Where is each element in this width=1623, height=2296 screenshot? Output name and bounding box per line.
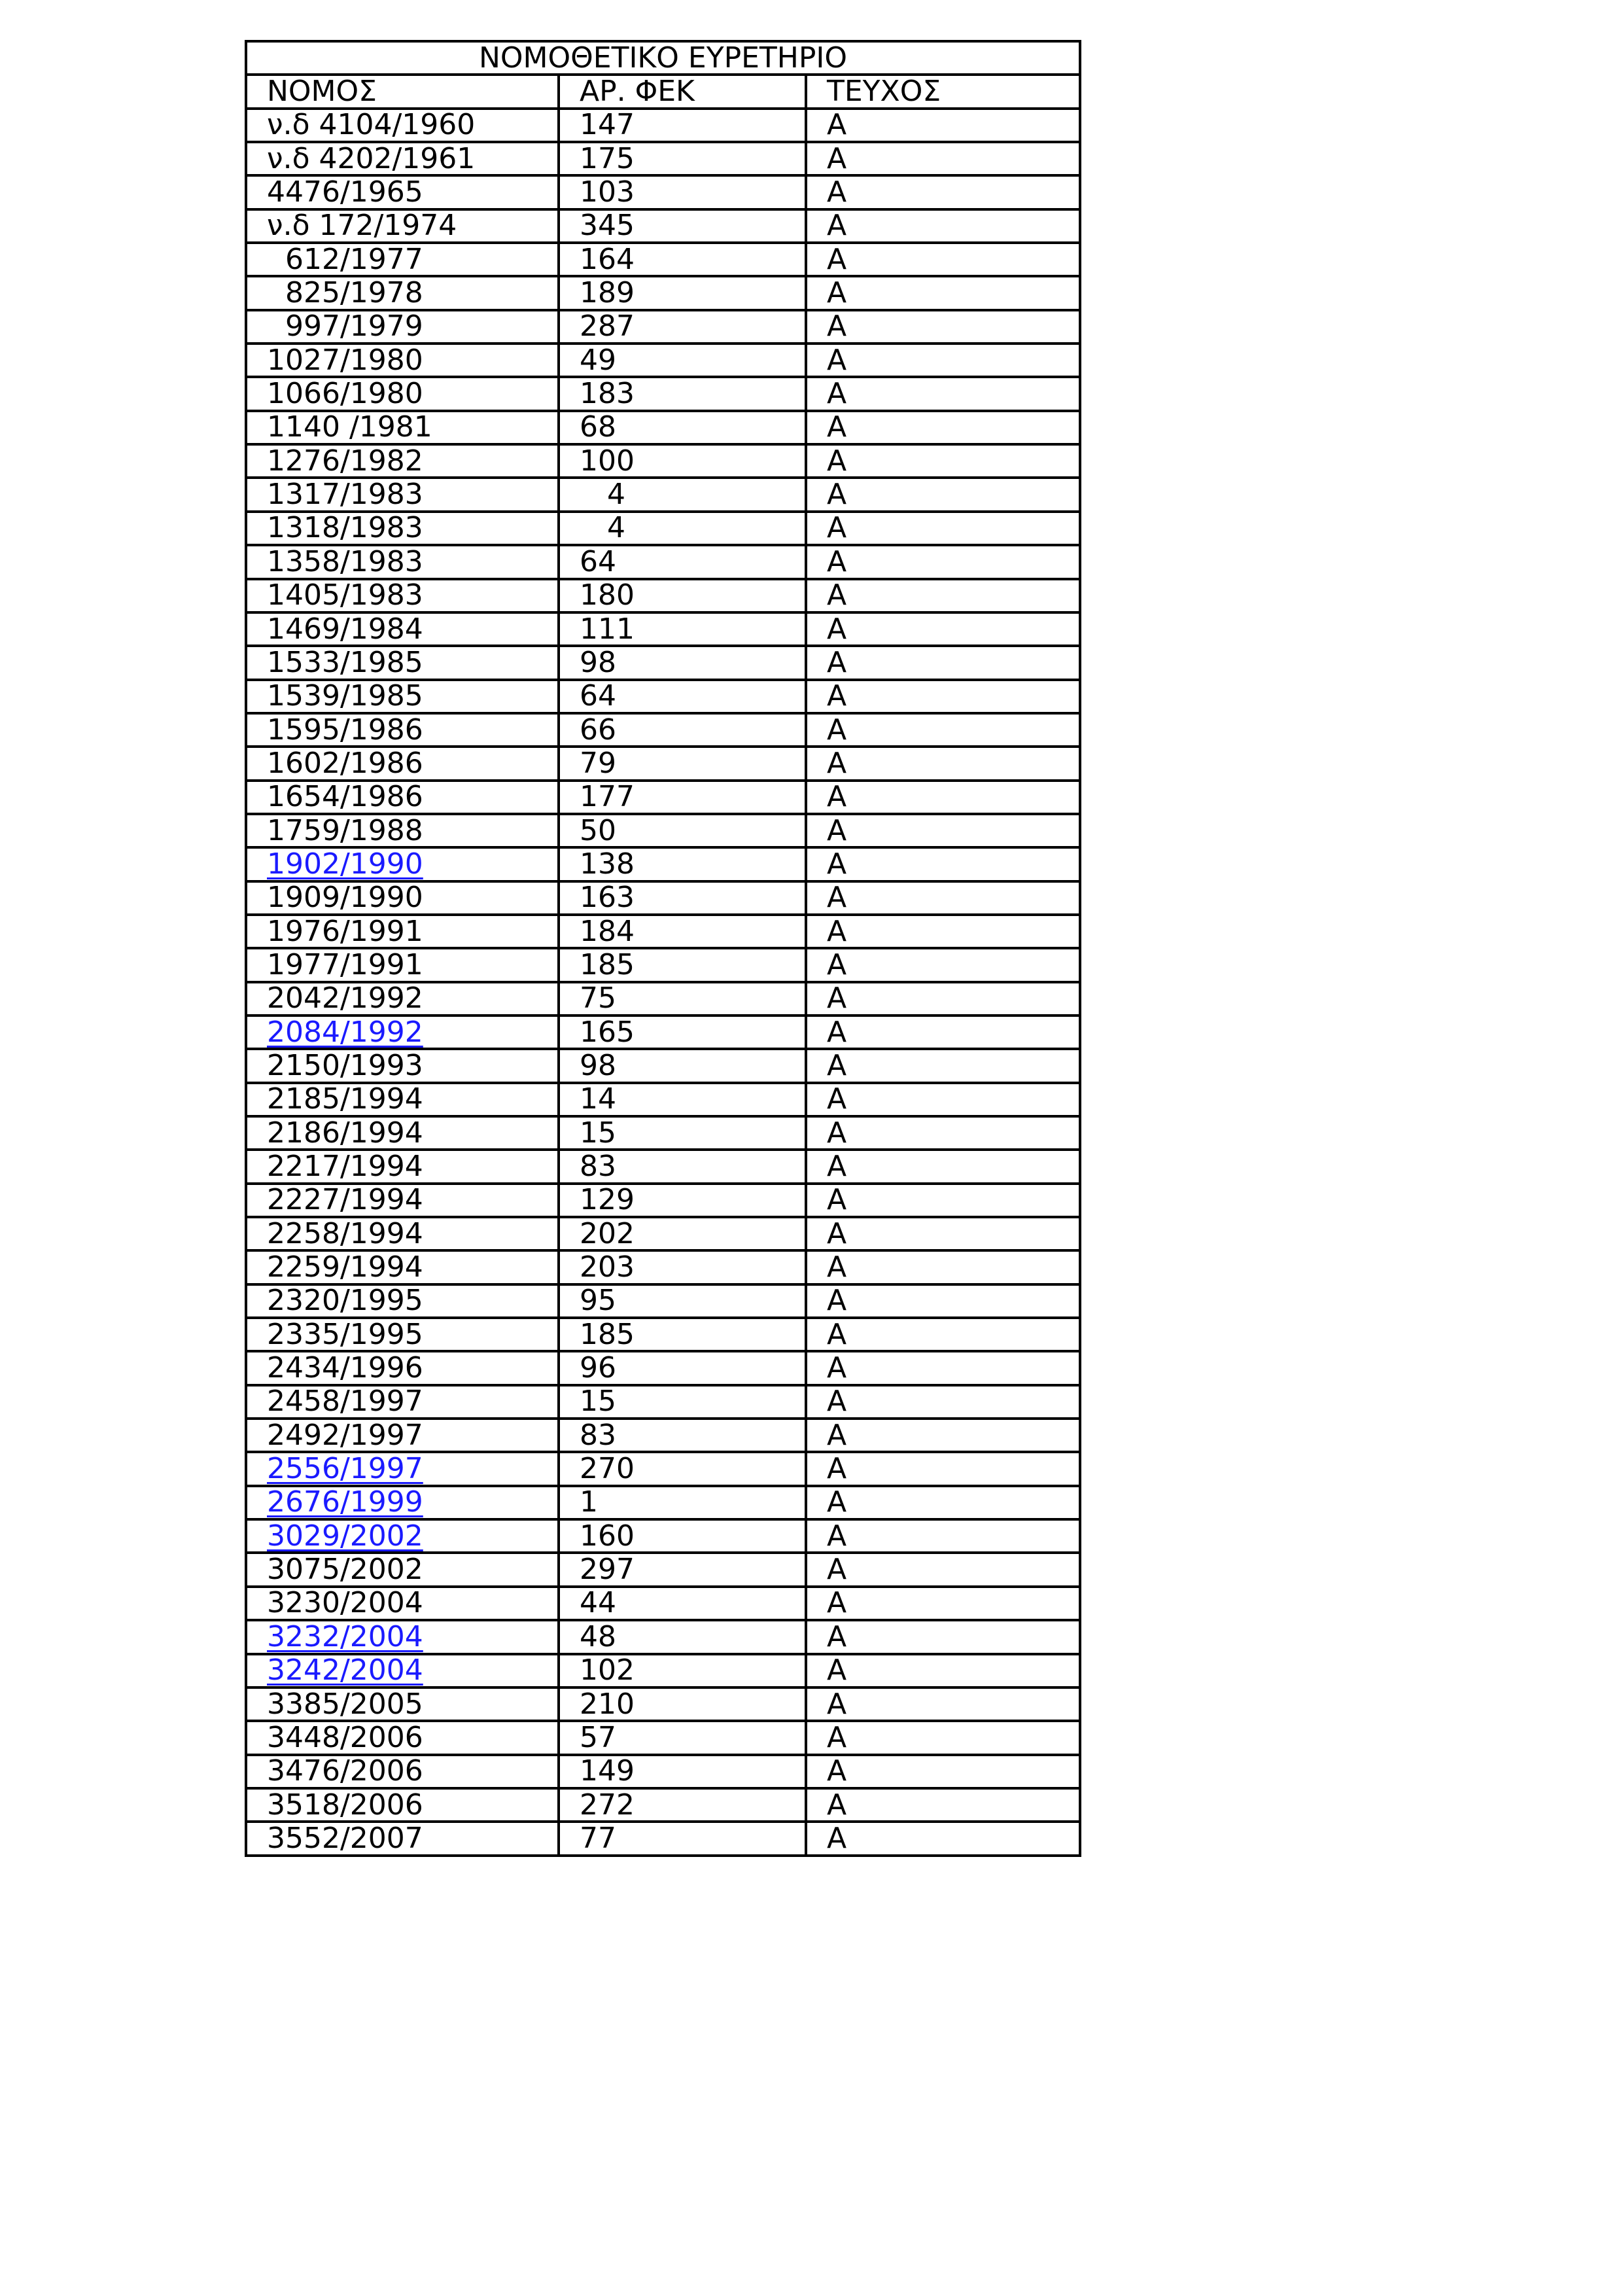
- law-cell: 2258/1994: [246, 1217, 559, 1250]
- law-cell: 1539/1985: [246, 680, 559, 713]
- issue-cell: Α: [806, 847, 1080, 881]
- fek-number-cell: 77: [559, 1822, 806, 1855]
- law-cell[interactable]: [246, 1016, 559, 1049]
- law-cell: 2335/1995: [246, 1318, 559, 1351]
- fek-number-cell: 98: [559, 646, 806, 679]
- fek-number-cell: 83: [559, 1419, 806, 1452]
- title-row: [246, 41, 1080, 75]
- fek-number-cell: 147: [559, 109, 806, 142]
- table-row: [246, 1083, 1080, 1116]
- law-cell: 3075/2002: [246, 1553, 559, 1586]
- law-cell: 4476/1965: [246, 175, 559, 209]
- fek-number-cell: 164: [559, 243, 806, 276]
- law-cell: 1909/1990: [246, 881, 559, 915]
- table-row: [246, 512, 1080, 545]
- law-cell[interactable]: [246, 1519, 559, 1553]
- issue-cell: Α: [806, 377, 1080, 410]
- fek-number-cell: 202: [559, 1217, 806, 1250]
- issue-cell: Α: [806, 579, 1080, 612]
- table-row: [246, 1217, 1080, 1250]
- issue-cell: Α: [806, 444, 1080, 478]
- table-row: [246, 1687, 1080, 1721]
- issue-cell: Α: [806, 1217, 1080, 1250]
- fek-number-cell: 189: [559, 276, 806, 309]
- fek-number-cell: 210: [559, 1687, 806, 1721]
- issue-cell: Α: [806, 1284, 1080, 1318]
- law-cell: ν.δ 4104/1960: [246, 109, 559, 142]
- law-cell: 1318/1983: [246, 512, 559, 545]
- law-cell[interactable]: [246, 1486, 559, 1519]
- fek-number-cell: 14: [559, 1083, 806, 1116]
- law-link[interactable]: 1902/1990: [267, 847, 423, 881]
- issue-cell: Α: [806, 243, 1080, 276]
- issue-cell: Α: [806, 612, 1080, 646]
- table-row: [246, 1351, 1080, 1385]
- issue-cell: Α: [806, 1553, 1080, 1586]
- fek-number-cell: 96: [559, 1351, 806, 1385]
- issue-cell: Α: [806, 344, 1080, 377]
- table-row: [246, 1788, 1080, 1822]
- law-cell: 2320/1995: [246, 1284, 559, 1318]
- fek-number-cell: 15: [559, 1385, 806, 1419]
- fek-number-cell: 203: [559, 1250, 806, 1284]
- fek-number-cell: 103: [559, 175, 806, 209]
- issue-cell: Α: [806, 1049, 1080, 1082]
- law-cell[interactable]: [246, 847, 559, 881]
- issue-cell: Α: [806, 512, 1080, 545]
- fek-number-cell: 165: [559, 1016, 806, 1049]
- issue-cell: Α: [806, 1587, 1080, 1620]
- issue-cell: Α: [806, 1452, 1080, 1485]
- fek-number-cell: 48: [559, 1620, 806, 1653]
- issue-cell: Α: [806, 814, 1080, 847]
- table-row: [246, 646, 1080, 679]
- table-row: [246, 1419, 1080, 1452]
- law-cell: 2259/1994: [246, 1250, 559, 1284]
- law-cell[interactable]: [246, 1654, 559, 1687]
- issue-cell: Α: [806, 1150, 1080, 1183]
- fek-number-cell: 68: [559, 411, 806, 444]
- fek-number-cell: 98: [559, 1049, 806, 1082]
- table-row: [246, 982, 1080, 1016]
- fek-number-cell: 270: [559, 1452, 806, 1485]
- issue-cell: Α: [806, 276, 1080, 309]
- table-row: [246, 175, 1080, 209]
- fek-number-cell: 15: [559, 1116, 806, 1150]
- issue-cell: Α: [806, 646, 1080, 679]
- issue-cell: Α: [806, 1083, 1080, 1116]
- law-cell[interactable]: [246, 1620, 559, 1653]
- law-cell: 1976/1991: [246, 915, 559, 948]
- law-cell: 2042/1992: [246, 982, 559, 1016]
- table-title: ΝΟΜΟΘΕΤΙΚΟ ΕΥΡΕΤΗΡΙΟ: [246, 41, 1080, 75]
- table-row: [246, 1654, 1080, 1687]
- issue-cell: Α: [806, 747, 1080, 780]
- table-row: [246, 1620, 1080, 1653]
- table-row: [246, 276, 1080, 309]
- law-cell: ν.δ 4202/1961: [246, 142, 559, 175]
- law-cell: 3448/2006: [246, 1721, 559, 1754]
- table-row: [246, 1318, 1080, 1351]
- issue-cell: Α: [806, 411, 1080, 444]
- table-row: [246, 1284, 1080, 1318]
- issue-cell: Α: [806, 109, 1080, 142]
- table-row: [246, 747, 1080, 780]
- issue-cell: Α: [806, 1721, 1080, 1754]
- table-row: [246, 377, 1080, 410]
- law-cell: 1027/1980: [246, 344, 559, 377]
- law-cell: 2217/1994: [246, 1150, 559, 1183]
- law-cell[interactable]: [246, 1452, 559, 1485]
- issue-cell: Α: [806, 1687, 1080, 1721]
- law-cell: 1759/1988: [246, 814, 559, 847]
- table-row: [246, 209, 1080, 243]
- issue-cell: Α: [806, 982, 1080, 1016]
- fek-number-cell: 149: [559, 1755, 806, 1788]
- fek-number-cell: 160: [559, 1519, 806, 1553]
- fek-number-cell: 64: [559, 545, 806, 578]
- fek-number-cell: 129: [559, 1184, 806, 1217]
- issue-cell: Α: [806, 1519, 1080, 1553]
- issue-cell: Α: [806, 1654, 1080, 1687]
- issue-cell: Α: [806, 310, 1080, 344]
- fek-number-cell: 175: [559, 142, 806, 175]
- table-row: [246, 142, 1080, 175]
- law-cell: 1595/1986: [246, 713, 559, 747]
- fek-number-cell: 100: [559, 444, 806, 478]
- law-cell: 2434/1996: [246, 1351, 559, 1385]
- law-cell: 3230/2004: [246, 1587, 559, 1620]
- table-row: [246, 1049, 1080, 1082]
- law-cell: 612/1977: [246, 243, 559, 276]
- table-row: [246, 1116, 1080, 1150]
- law-cell: 1140 /1981: [246, 411, 559, 444]
- law-cell: ν.δ 172/1974: [246, 209, 559, 243]
- table-row: [246, 344, 1080, 377]
- law-link[interactable]: 2676/1999: [267, 1485, 423, 1519]
- fek-number-cell: 180: [559, 579, 806, 612]
- law-cell: 997/1979: [246, 310, 559, 344]
- law-cell: 1317/1983: [246, 478, 559, 511]
- table-row: [246, 411, 1080, 444]
- fek-number-cell: 184: [559, 915, 806, 948]
- issue-cell: Α: [806, 1620, 1080, 1653]
- issue-cell: Α: [806, 680, 1080, 713]
- fek-number-cell: 79: [559, 747, 806, 780]
- law-cell: 2458/1997: [246, 1385, 559, 1419]
- issue-cell: Α: [806, 881, 1080, 915]
- issue-cell: Α: [806, 1822, 1080, 1855]
- table-row: [246, 781, 1080, 814]
- table-row: [246, 1587, 1080, 1620]
- issue-cell: Α: [806, 1318, 1080, 1351]
- table-row: [246, 310, 1080, 344]
- law-link[interactable]: 3242/2004: [267, 1653, 423, 1687]
- issue-cell: Α: [806, 781, 1080, 814]
- fek-number-cell: 50: [559, 814, 806, 847]
- column-header-law: ΝΟΜΟΣ: [246, 75, 559, 108]
- law-cell: 2227/1994: [246, 1184, 559, 1217]
- table-row: [246, 444, 1080, 478]
- fek-number-cell: 345: [559, 209, 806, 243]
- law-cell: 2185/1994: [246, 1083, 559, 1116]
- law-cell: 1405/1983: [246, 579, 559, 612]
- fek-number-cell: 163: [559, 881, 806, 915]
- table-row: [246, 1250, 1080, 1284]
- issue-cell: Α: [806, 142, 1080, 175]
- table-row: [246, 1755, 1080, 1788]
- law-cell: 3385/2005: [246, 1687, 559, 1721]
- issue-cell: Α: [806, 545, 1080, 578]
- table-row: [246, 612, 1080, 646]
- issue-cell: Α: [806, 209, 1080, 243]
- table-row: [246, 814, 1080, 847]
- table-row: [246, 1150, 1080, 1183]
- fek-number-cell: 1: [559, 1486, 806, 1519]
- fek-number-cell: 111: [559, 612, 806, 646]
- table-row: [246, 1452, 1080, 1485]
- fek-number-cell: 272: [559, 1788, 806, 1822]
- column-header-issue: ΤΕΥΧΟΣ: [806, 75, 1080, 108]
- fek-number-cell: 64: [559, 680, 806, 713]
- table-row: [246, 1486, 1080, 1519]
- law-cell: 3518/2006: [246, 1788, 559, 1822]
- issue-cell: Α: [806, 948, 1080, 981]
- fek-number-cell: 4: [559, 478, 806, 511]
- table-row: [246, 1721, 1080, 1754]
- issue-cell: Α: [806, 1755, 1080, 1788]
- issue-cell: Α: [806, 1351, 1080, 1385]
- fek-number-cell: 102: [559, 1654, 806, 1687]
- law-cell: 2150/1993: [246, 1049, 559, 1082]
- law-cell: 2492/1997: [246, 1419, 559, 1452]
- table-body: [246, 109, 1080, 1856]
- law-cell: 1654/1986: [246, 781, 559, 814]
- law-cell: 1533/1985: [246, 646, 559, 679]
- fek-number-cell: 57: [559, 1721, 806, 1754]
- issue-cell: Α: [806, 1486, 1080, 1519]
- issue-cell: Α: [806, 478, 1080, 511]
- issue-cell: Α: [806, 1250, 1080, 1284]
- table-row: [246, 915, 1080, 948]
- issue-cell: Α: [806, 713, 1080, 747]
- table-row: [246, 1184, 1080, 1217]
- table-row: [246, 1519, 1080, 1553]
- fek-number-cell: 4: [559, 512, 806, 545]
- issue-cell: Α: [806, 1016, 1080, 1049]
- law-cell: 1977/1991: [246, 948, 559, 981]
- header-row: [246, 75, 1080, 108]
- issue-cell: Α: [806, 1419, 1080, 1452]
- fek-number-cell: 44: [559, 1587, 806, 1620]
- table-row: [246, 545, 1080, 578]
- fek-number-cell: 75: [559, 982, 806, 1016]
- table-row: [246, 1553, 1080, 1586]
- table-row: [246, 478, 1080, 511]
- law-cell: 1602/1986: [246, 747, 559, 780]
- law-cell: 1276/1982: [246, 444, 559, 478]
- fek-number-cell: 66: [559, 713, 806, 747]
- fek-number-cell: 95: [559, 1284, 806, 1318]
- table-row: [246, 713, 1080, 747]
- issue-cell: Α: [806, 1184, 1080, 1217]
- fek-number-cell: 138: [559, 847, 806, 881]
- law-cell: 1066/1980: [246, 377, 559, 410]
- fek-number-cell: 83: [559, 1150, 806, 1183]
- fek-number-cell: 183: [559, 377, 806, 410]
- table-row: [246, 243, 1080, 276]
- law-cell: 1358/1983: [246, 545, 559, 578]
- law-cell: 825/1978: [246, 276, 559, 309]
- law-link[interactable]: 3232/2004: [267, 1620, 423, 1653]
- issue-cell: Α: [806, 1385, 1080, 1419]
- table-row: [246, 1385, 1080, 1419]
- law-cell: 3552/2007: [246, 1822, 559, 1855]
- table-row: [246, 1016, 1080, 1049]
- issue-cell: Α: [806, 915, 1080, 948]
- issue-cell: Α: [806, 175, 1080, 209]
- table-row: [246, 579, 1080, 612]
- fek-number-cell: 185: [559, 1318, 806, 1351]
- law-index-table: [245, 40, 1081, 1857]
- fek-number-cell: 177: [559, 781, 806, 814]
- table-row: [246, 1822, 1080, 1855]
- law-link[interactable]: 3029/2002: [267, 1519, 423, 1553]
- law-cell: 1469/1984: [246, 612, 559, 646]
- table-row: [246, 680, 1080, 713]
- table-row: [246, 109, 1080, 142]
- fek-number-cell: 185: [559, 948, 806, 981]
- law-cell: 3476/2006: [246, 1755, 559, 1788]
- issue-cell: Α: [806, 1116, 1080, 1150]
- fek-number-cell: 287: [559, 310, 806, 344]
- column-header-fek-number: ΑΡ. ΦΕΚ: [559, 75, 806, 108]
- issue-cell: Α: [806, 1788, 1080, 1822]
- law-cell: 2186/1994: [246, 1116, 559, 1150]
- fek-number-cell: 297: [559, 1553, 806, 1586]
- table-row: [246, 881, 1080, 915]
- law-link[interactable]: 2556/1997: [267, 1452, 423, 1486]
- table-row: [246, 847, 1080, 881]
- law-link[interactable]: 2084/1992: [267, 1015, 423, 1049]
- fek-number-cell: 49: [559, 344, 806, 377]
- table-row: [246, 948, 1080, 981]
